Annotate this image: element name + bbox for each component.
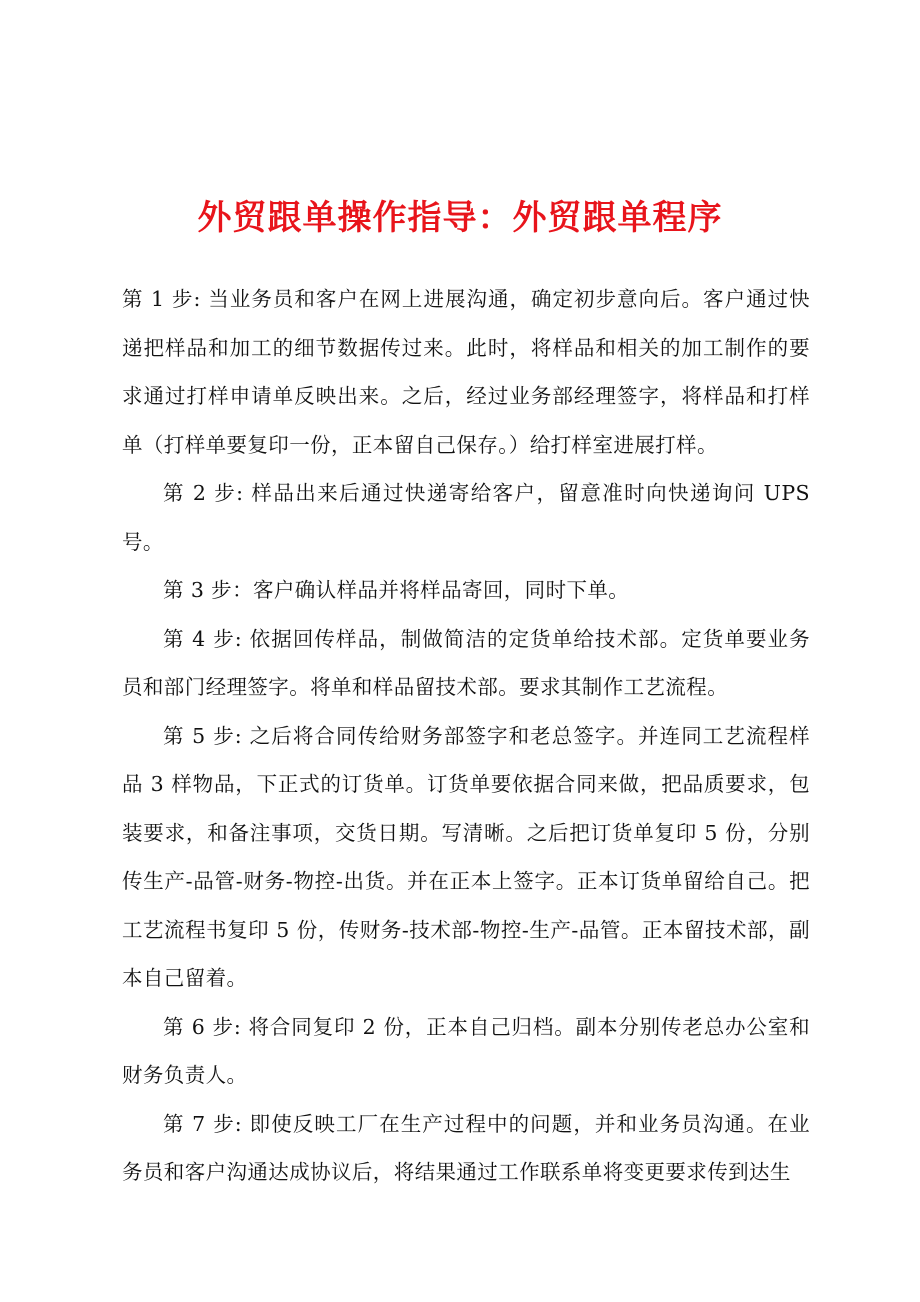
paragraph-step-2: 第 2 步: 样品出来后通过快递寄给客户，留意准时向快递询问 UPS 号。 (122, 481, 810, 554)
paragraph-step-1: 第 1 步: 当业务员和客户在网上进展沟通，确定初步意向后。客户通过快递把样品和加工的细节数据传过来。此时，将样品和相关的加工制作的要求通过打样申请单反映出来。之后，经过业务部经理签字，将样品和打样单（打样单要复印一份，正本留自己保存。）给打样室进展打样。 (122, 287, 810, 457)
paragraph-step-5: 第 5 步: 之后将合同传给财务部签字和老总签字。并连同工艺流程样品 3 样物品，下正式的订货单。订货单要依据合同来做，把品质要求，包装要求，和备注事项，交货日期。写清晰。之后把订货单复印 5 份，分别传生产-品管-财务-物控-出货。并在正本上签字。正本订货单留给自己。把工艺流程书复印 5 份，传财务-技术部-物控-生产-品管。正本留技术部，副本自己留着。 (122, 723, 810, 990)
paragraph-step-3: 第 3 步：客户确认样品并将样品寄回，同时下单。 (163, 578, 630, 602)
paragraph-step-6: 第 6 步: 将合同复印 2 份，正本自己归档。副本分别传老总办公室和财务负责人。 (122, 1014, 810, 1087)
document-body (122, 275, 810, 1197)
paragraph-step-4: 第 4 步: 依据回传样品，制做简洁的定货单给技术部。定货单要业务员和部门经理签字。将单和样品留技术部。要求其制作工艺流程。 (122, 626, 810, 699)
paragraph-step-7: 第 7 步: 即使反映工厂在生产过程中的问题，并和业务员沟通。在业务员和客户沟通达成协议后，将结果通过工作联系单将变更要求传到达生 (122, 1111, 810, 1184)
document-title: 外贸跟单操作指导：外贸跟单程序 (197, 198, 723, 238)
